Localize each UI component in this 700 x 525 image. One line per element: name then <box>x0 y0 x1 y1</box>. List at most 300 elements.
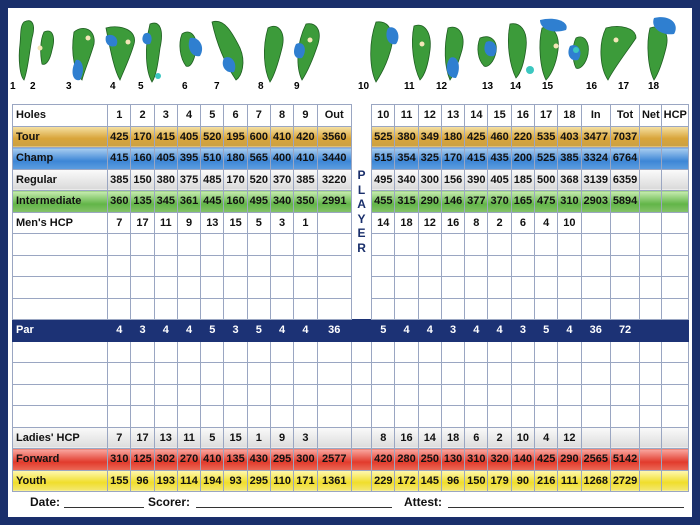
score-entry-cell[interactable] <box>640 234 662 256</box>
score-cell: 415 <box>108 148 131 170</box>
score-entry-cell[interactable] <box>558 363 581 385</box>
score-entry-cell[interactable] <box>418 277 441 299</box>
score-entry-cell[interactable] <box>558 341 581 363</box>
score-entry-cell[interactable] <box>372 255 395 277</box>
score-entry-cell[interactable] <box>441 341 464 363</box>
score-entry-cell[interactable] <box>201 363 224 385</box>
score-cell: 193 <box>154 470 177 492</box>
score-entry-cell[interactable] <box>317 341 351 363</box>
score-cell: Net <box>640 105 662 127</box>
score-entry-cell[interactable] <box>270 298 293 320</box>
score-entry-cell[interactable] <box>581 363 610 385</box>
score-cell <box>662 470 689 492</box>
score-cell: 5 <box>201 427 224 449</box>
score-cell: 295 <box>247 470 270 492</box>
score-cell: 14 <box>418 427 441 449</box>
score-entry-cell[interactable] <box>395 234 418 256</box>
hole-number-label: 1 <box>10 81 16 92</box>
score-cell: 17 <box>131 212 154 234</box>
score-entry-cell[interactable] <box>177 277 200 299</box>
score-entry-cell[interactable] <box>418 341 441 363</box>
score-entry-cell[interactable] <box>488 298 511 320</box>
score-entry-cell[interactable] <box>581 298 610 320</box>
scorer-field[interactable] <box>196 507 392 508</box>
score-entry-cell[interactable] <box>317 298 351 320</box>
score-entry-cell[interactable] <box>441 277 464 299</box>
score-entry-cell[interactable] <box>511 384 534 406</box>
score-entry-cell[interactable] <box>662 406 689 428</box>
score-entry-cell[interactable] <box>535 363 558 385</box>
score-entry-cell[interactable] <box>154 384 177 406</box>
score-entry-cell[interactable] <box>247 277 270 299</box>
score-entry-cell[interactable] <box>640 277 662 299</box>
score-entry-cell[interactable] <box>294 341 317 363</box>
score-entry-cell[interactable] <box>662 298 689 320</box>
player-label <box>352 168 371 255</box>
score-cell: 3 <box>224 320 247 342</box>
score-entry-cell[interactable] <box>581 255 610 277</box>
score-cell: 6 <box>224 105 247 127</box>
score-entry-cell[interactable] <box>610 341 639 363</box>
score-entry-cell[interactable] <box>294 363 317 385</box>
score-entry-cell[interactable] <box>465 277 488 299</box>
score-entry-cell[interactable] <box>201 341 224 363</box>
score-entry-cell[interactable] <box>372 234 395 256</box>
score-cell: 146 <box>441 191 464 213</box>
score-cell: 150 <box>131 169 154 191</box>
score-cell: 9 <box>177 212 200 234</box>
score-entry-cell[interactable] <box>441 298 464 320</box>
score-entry-cell[interactable] <box>372 384 395 406</box>
score-entry-cell[interactable] <box>395 277 418 299</box>
score-cell: 7037 <box>610 126 639 148</box>
score-cell: 13 <box>201 212 224 234</box>
score-cell: 4 <box>294 320 317 342</box>
score-entry-cell[interactable] <box>108 341 131 363</box>
score-entry-cell[interactable] <box>247 298 270 320</box>
score-entry-cell[interactable] <box>441 384 464 406</box>
score-entry-cell[interactable] <box>511 341 534 363</box>
score-cell: 179 <box>488 470 511 492</box>
score-cell: 6359 <box>610 169 639 191</box>
score-entry-cell[interactable] <box>108 277 131 299</box>
score-entry-cell[interactable] <box>465 234 488 256</box>
score-cell: 194 <box>201 470 224 492</box>
score-entry-cell[interactable] <box>177 341 200 363</box>
score-cell <box>640 320 662 342</box>
score-entry-cell[interactable] <box>441 255 464 277</box>
score-cell <box>662 449 689 471</box>
score-cell: 135 <box>131 191 154 213</box>
score-entry-cell[interactable] <box>317 363 351 385</box>
score-cell: 195 <box>224 126 247 148</box>
score-cell: 16 <box>511 105 534 127</box>
score-entry-cell[interactable] <box>13 384 108 406</box>
score-entry-cell[interactable] <box>201 255 224 277</box>
score-entry-cell[interactable] <box>108 406 131 428</box>
score-entry-cell[interactable] <box>465 298 488 320</box>
score-entry-cell[interactable] <box>131 363 154 385</box>
score-entry-cell[interactable] <box>224 341 247 363</box>
score-cell: 310 <box>108 449 131 471</box>
score-cell: 495 <box>247 191 270 213</box>
score-cell: 410 <box>270 126 293 148</box>
score-entry-cell[interactable] <box>201 234 224 256</box>
score-entry-cell[interactable] <box>640 341 662 363</box>
score-entry-cell[interactable] <box>317 255 351 277</box>
score-entry-cell[interactable] <box>317 234 351 256</box>
score-entry-cell[interactable] <box>465 255 488 277</box>
score-entry-cell[interactable] <box>131 298 154 320</box>
score-entry-cell[interactable] <box>131 255 154 277</box>
score-cell: 2 <box>488 427 511 449</box>
score-entry-cell[interactable] <box>270 384 293 406</box>
score-entry-cell[interactable] <box>610 234 639 256</box>
score-entry-cell[interactable] <box>13 341 108 363</box>
score-entry-cell[interactable] <box>13 363 108 385</box>
score-entry-cell[interactable] <box>270 277 293 299</box>
score-cell: 16 <box>441 212 464 234</box>
score-cell: HCP <box>662 105 689 127</box>
date-field[interactable] <box>64 507 144 508</box>
score-cell: 171 <box>294 470 317 492</box>
score-entry-cell[interactable] <box>640 255 662 277</box>
score-entry-cell[interactable] <box>247 363 270 385</box>
hole-number-label: 15 <box>542 81 554 92</box>
score-entry-cell[interactable] <box>535 341 558 363</box>
score-entry-cell[interactable] <box>13 298 108 320</box>
score-cell <box>662 191 689 213</box>
score-cell: 10 <box>511 427 534 449</box>
score-cell: 4 <box>558 320 581 342</box>
score-entry-cell[interactable] <box>270 363 293 385</box>
score-entry-cell[interactable] <box>418 234 441 256</box>
score-entry-cell[interactable] <box>154 255 177 277</box>
score-cell: 3 <box>154 105 177 127</box>
score-entry-cell[interactable] <box>294 406 317 428</box>
score-entry-cell[interactable] <box>535 384 558 406</box>
score-cell: 4 <box>465 320 488 342</box>
score-cell: 361 <box>177 191 200 213</box>
score-entry-cell[interactable] <box>662 255 689 277</box>
score-entry-cell[interactable] <box>177 255 200 277</box>
score-entry-cell[interactable] <box>294 384 317 406</box>
score-entry-cell[interactable] <box>247 255 270 277</box>
score-entry-cell[interactable] <box>558 277 581 299</box>
score-entry-cell[interactable] <box>558 384 581 406</box>
score-cell: 5894 <box>610 191 639 213</box>
score-entry-cell[interactable] <box>224 255 247 277</box>
score-cell: In <box>581 105 610 127</box>
score-cell: 370 <box>488 191 511 213</box>
score-entry-cell[interactable] <box>535 406 558 428</box>
score-cell: 360 <box>108 191 131 213</box>
score-cell: 165 <box>511 191 534 213</box>
score-cell: 380 <box>395 126 418 148</box>
score-entry-cell[interactable] <box>511 255 534 277</box>
score-cell: 172 <box>395 470 418 492</box>
score-entry-cell[interactable] <box>372 277 395 299</box>
score-entry-cell[interactable] <box>662 234 689 256</box>
score-cell: 2 <box>488 212 511 234</box>
score-entry-cell[interactable] <box>294 298 317 320</box>
divider-cell <box>351 427 371 449</box>
score-entry-cell[interactable] <box>535 234 558 256</box>
score-cell: 145 <box>418 470 441 492</box>
score-entry-cell[interactable] <box>662 384 689 406</box>
score-entry-cell[interactable] <box>154 341 177 363</box>
score-entry-cell[interactable] <box>224 384 247 406</box>
score-cell: 405 <box>488 169 511 191</box>
score-cell <box>640 169 662 191</box>
score-entry-cell[interactable] <box>224 277 247 299</box>
score-entry-cell[interactable] <box>535 255 558 277</box>
score-entry-cell[interactable] <box>108 384 131 406</box>
score-entry-cell[interactable] <box>640 406 662 428</box>
hole-number-label: 3 <box>66 81 72 92</box>
score-entry-cell[interactable] <box>108 255 131 277</box>
score-entry-cell[interactable] <box>270 341 293 363</box>
score-entry-cell[interactable] <box>511 298 534 320</box>
score-entry-cell[interactable] <box>441 234 464 256</box>
score-entry-cell[interactable] <box>640 384 662 406</box>
score-entry-cell[interactable] <box>201 406 224 428</box>
score-entry-cell[interactable] <box>441 363 464 385</box>
score-entry-cell[interactable] <box>465 406 488 428</box>
row-label: Champ <box>13 148 108 170</box>
score-entry-cell[interactable] <box>177 363 200 385</box>
score-entry-cell[interactable] <box>395 363 418 385</box>
score-entry-cell[interactable] <box>317 406 351 428</box>
row-label: Tour <box>13 126 108 148</box>
score-entry-cell[interactable] <box>224 234 247 256</box>
score-entry-cell[interactable] <box>13 406 108 428</box>
score-cell: 400 <box>270 148 293 170</box>
score-entry-cell[interactable] <box>662 341 689 363</box>
score-entry-cell[interactable] <box>610 298 639 320</box>
score-entry-cell[interactable] <box>511 277 534 299</box>
score-entry-cell[interactable] <box>581 341 610 363</box>
score-cell <box>640 126 662 148</box>
score-entry-cell[interactable] <box>418 298 441 320</box>
score-entry-cell[interactable] <box>372 363 395 385</box>
score-cell: 18 <box>395 212 418 234</box>
score-entry-cell[interactable] <box>511 406 534 428</box>
score-entry-cell[interactable] <box>488 234 511 256</box>
score-entry-cell[interactable] <box>372 298 395 320</box>
score-cell: 5 <box>372 320 395 342</box>
score-entry-cell[interactable] <box>395 406 418 428</box>
score-entry-cell[interactable] <box>294 234 317 256</box>
score-entry-cell[interactable] <box>201 298 224 320</box>
score-entry-cell[interactable] <box>224 298 247 320</box>
score-cell: 8 <box>372 427 395 449</box>
score-cell: 11 <box>177 427 200 449</box>
score-entry-cell[interactable] <box>154 406 177 428</box>
score-entry-cell[interactable] <box>418 363 441 385</box>
score-cell: 96 <box>131 470 154 492</box>
score-entry-cell[interactable] <box>247 234 270 256</box>
hole-number-label: 5 <box>138 81 144 92</box>
score-entry-cell[interactable] <box>610 363 639 385</box>
score-entry-cell[interactable] <box>108 234 131 256</box>
score-entry-cell[interactable] <box>465 341 488 363</box>
score-entry-cell[interactable] <box>131 384 154 406</box>
score-entry-cell[interactable] <box>201 277 224 299</box>
score-cell: 114 <box>177 470 200 492</box>
score-cell: 290 <box>418 191 441 213</box>
score-entry-cell[interactable] <box>511 363 534 385</box>
score-entry-cell[interactable] <box>640 363 662 385</box>
score-entry-cell[interactable] <box>441 406 464 428</box>
score-entry-cell[interactable] <box>395 341 418 363</box>
score-cell: 130 <box>441 449 464 471</box>
hole-number-label: 18 <box>648 81 660 92</box>
score-entry-cell[interactable] <box>535 298 558 320</box>
intermediate-tee-row <box>13 191 689 213</box>
score-entry-cell[interactable] <box>247 341 270 363</box>
score-entry-cell[interactable] <box>558 255 581 277</box>
score-cell: 111 <box>558 470 581 492</box>
score-entry-cell[interactable] <box>154 363 177 385</box>
score-cell <box>662 212 689 234</box>
score-entry-cell[interactable] <box>13 255 108 277</box>
score-entry-cell[interactable] <box>610 406 639 428</box>
score-entry-cell[interactable] <box>247 384 270 406</box>
score-cell <box>317 427 351 449</box>
score-entry-cell[interactable] <box>418 406 441 428</box>
score-entry-cell[interactable] <box>662 277 689 299</box>
score-entry-cell[interactable] <box>558 406 581 428</box>
score-entry-cell[interactable] <box>247 406 270 428</box>
score-entry-cell[interactable] <box>270 406 293 428</box>
score-entry-cell[interactable] <box>372 406 395 428</box>
score-entry-cell[interactable] <box>270 234 293 256</box>
attest-field[interactable] <box>448 507 684 508</box>
score-cell: 8 <box>270 105 293 127</box>
score-entry-cell[interactable] <box>488 255 511 277</box>
score-entry-cell[interactable] <box>294 277 317 299</box>
score-entry-cell[interactable] <box>395 298 418 320</box>
score-entry-cell[interactable] <box>108 363 131 385</box>
score-entry-cell[interactable] <box>317 384 351 406</box>
score-cell: 1 <box>294 212 317 234</box>
score-entry-cell[interactable] <box>581 277 610 299</box>
score-entry-cell[interactable] <box>177 234 200 256</box>
score-cell: 310 <box>558 191 581 213</box>
score-entry-cell[interactable] <box>13 277 108 299</box>
score-cell: 3220 <box>317 169 351 191</box>
score-entry-cell[interactable] <box>317 277 351 299</box>
score-entry-cell[interactable] <box>581 384 610 406</box>
score-entry-cell[interactable] <box>558 234 581 256</box>
score-entry-cell[interactable] <box>488 384 511 406</box>
attest-label: Attest: <box>404 495 442 509</box>
score-cell: 345 <box>154 191 177 213</box>
score-entry-cell[interactable] <box>465 384 488 406</box>
score-cell: 11 <box>395 105 418 127</box>
score-entry-cell[interactable] <box>177 384 200 406</box>
row-label: Youth <box>13 470 108 492</box>
score-entry-cell[interactable] <box>131 277 154 299</box>
score-cell: 430 <box>247 449 270 471</box>
score-entry-cell[interactable] <box>270 255 293 277</box>
score-entry-cell[interactable] <box>131 341 154 363</box>
score-cell: 340 <box>395 169 418 191</box>
mens-handicap-row <box>13 212 689 234</box>
score-entry-cell[interactable] <box>131 406 154 428</box>
score-entry-cell[interactable] <box>581 406 610 428</box>
score-entry-cell[interactable] <box>640 298 662 320</box>
score-entry-cell[interactable] <box>488 406 511 428</box>
score-entry-cell[interactable] <box>558 298 581 320</box>
score-entry-cell[interactable] <box>154 298 177 320</box>
score-entry-cell[interactable] <box>154 277 177 299</box>
score-entry-cell[interactable] <box>177 406 200 428</box>
score-cell: 3 <box>294 427 317 449</box>
date-label: Date: <box>30 495 61 509</box>
score-entry-cell[interactable] <box>610 384 639 406</box>
score-cell: 315 <box>395 191 418 213</box>
score-entry-cell[interactable] <box>535 277 558 299</box>
holes-header-row <box>13 105 689 127</box>
score-entry-cell[interactable] <box>610 277 639 299</box>
score-entry-cell[interactable] <box>201 384 224 406</box>
score-entry-cell[interactable] <box>372 341 395 363</box>
score-cell: 216 <box>535 470 558 492</box>
score-entry-cell[interactable] <box>581 234 610 256</box>
score-entry-cell[interactable] <box>177 298 200 320</box>
score-cell: 565 <box>247 148 270 170</box>
score-cell: 515 <box>372 148 395 170</box>
score-entry-cell[interactable] <box>465 363 488 385</box>
score-cell: 140 <box>511 449 534 471</box>
scorecard-table <box>12 104 689 492</box>
score-entry-cell[interactable] <box>488 363 511 385</box>
score-cell: 36 <box>317 320 351 342</box>
score-cell: 36 <box>581 320 610 342</box>
score-entry-cell[interactable] <box>131 234 154 256</box>
player-letter: E <box>357 226 366 241</box>
score-entry-cell[interactable] <box>418 384 441 406</box>
score-entry-cell[interactable] <box>488 277 511 299</box>
score-cell: 180 <box>441 126 464 148</box>
score-entry-cell[interactable] <box>108 298 131 320</box>
score-entry-cell[interactable] <box>224 406 247 428</box>
score-entry-cell[interactable] <box>13 234 108 256</box>
divider-cell <box>351 320 371 342</box>
score-cell: 535 <box>535 126 558 148</box>
score-entry-cell[interactable] <box>488 341 511 363</box>
score-entry-cell[interactable] <box>662 363 689 385</box>
score-entry-cell[interactable] <box>511 234 534 256</box>
score-entry-cell[interactable] <box>610 255 639 277</box>
player-score-row <box>13 255 689 277</box>
score-cell: 11 <box>154 212 177 234</box>
score-entry-cell[interactable] <box>395 384 418 406</box>
score-entry-cell[interactable] <box>154 234 177 256</box>
score-entry-cell[interactable] <box>294 255 317 277</box>
score-cell: 385 <box>294 169 317 191</box>
score-cell <box>662 169 689 191</box>
score-entry-cell[interactable] <box>418 255 441 277</box>
score-cell: Out <box>317 105 351 127</box>
score-cell: 8 <box>465 212 488 234</box>
score-entry-cell[interactable] <box>395 255 418 277</box>
score-entry-cell[interactable] <box>224 363 247 385</box>
score-cell: 495 <box>372 169 395 191</box>
score-cell: 4 <box>270 320 293 342</box>
